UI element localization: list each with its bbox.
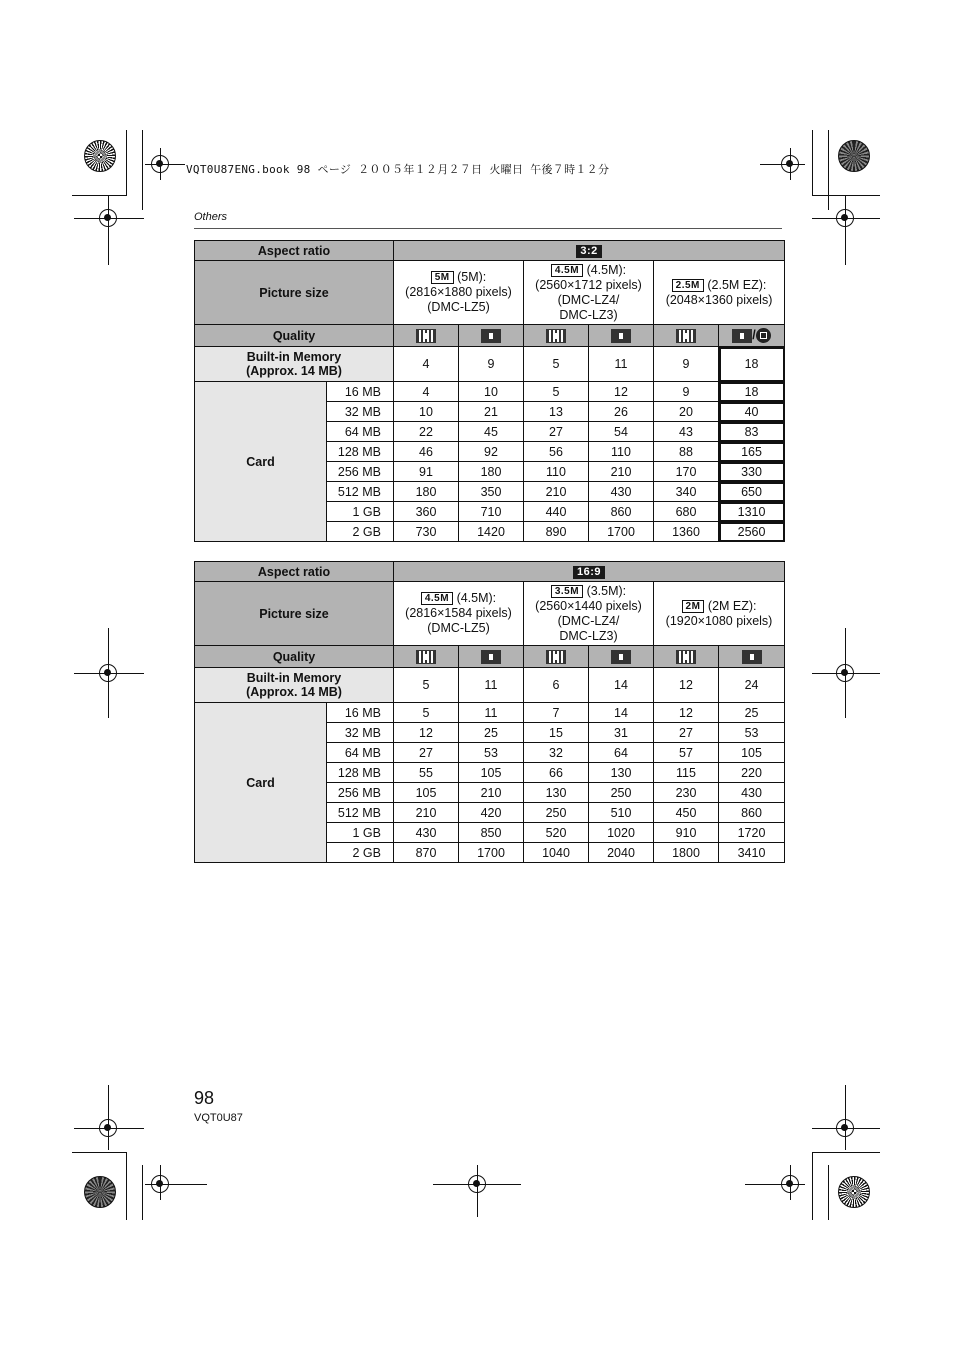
- picture-size-icon: 2M: [682, 600, 705, 613]
- registration-wheel-icon: [838, 1176, 870, 1208]
- quality-fine-icon: [546, 650, 566, 664]
- quality-standard-icon: [481, 650, 501, 664]
- table-cell: 1040: [524, 843, 589, 863]
- crosshair-icon: [836, 1119, 854, 1137]
- quality-label: Quality: [195, 325, 394, 347]
- table-cell: 10: [459, 382, 524, 402]
- table-cell: 40: [719, 402, 785, 422]
- card-size: 1 GB: [327, 502, 394, 522]
- table-cell: 860: [719, 803, 785, 823]
- crosshair-icon: [99, 664, 117, 682]
- table-cell: 24: [719, 668, 785, 703]
- registration-wheel-icon: [84, 1176, 116, 1208]
- table-cell: 3410: [719, 843, 785, 863]
- crosshair-icon: [151, 155, 169, 173]
- crosshair-icon: [781, 155, 799, 173]
- table-cell: 450: [654, 803, 719, 823]
- table-cell: 890: [524, 522, 589, 542]
- table-cell: 210: [394, 803, 459, 823]
- aspect-ratio-value: [394, 562, 785, 582]
- quality-standard-icon: [742, 650, 762, 664]
- table-cell: 430: [394, 823, 459, 843]
- table-cell: 430: [719, 783, 785, 803]
- aspect-ratio-badge: 16:9: [573, 566, 605, 579]
- table-cell: 340: [654, 482, 719, 502]
- table-cell: 105: [459, 763, 524, 783]
- print-header: VQT0U87ENG.book 98 ページ ２００５年１２月２７日 火曜日 午後７時１２分: [186, 163, 610, 176]
- table-cell: 520: [524, 823, 589, 843]
- card-size: 512 MB: [327, 482, 394, 502]
- table-cell: 210: [589, 462, 654, 482]
- table-cell: 53: [719, 723, 785, 743]
- table-cell: 56: [524, 442, 589, 462]
- table-cell: 910: [654, 823, 719, 843]
- card-size: 2 GB: [327, 522, 394, 542]
- table-cell: 83: [719, 422, 785, 442]
- table-cell: 15: [524, 723, 589, 743]
- table-cell: 170: [654, 462, 719, 482]
- crosshair-icon: [836, 664, 854, 682]
- table-cell: 1700: [459, 843, 524, 863]
- table-cell: 650: [719, 482, 785, 502]
- picture-size-icon: 4.5M: [551, 264, 583, 277]
- table-cell: 14: [589, 703, 654, 723]
- picture-size-label: Picture size: [195, 261, 394, 325]
- table-cell: 850: [459, 823, 524, 843]
- table-cell: 27: [524, 422, 589, 442]
- card-size: 32 MB: [327, 723, 394, 743]
- quality-standard-icon: [481, 329, 501, 343]
- table-cell: 230: [654, 783, 719, 803]
- crosshair-icon: [99, 209, 117, 227]
- card-size: 64 MB: [327, 422, 394, 442]
- card-size: 16 MB: [327, 703, 394, 723]
- table-cell: 21: [459, 402, 524, 422]
- quality-fine-icon: [676, 329, 696, 343]
- table-row: [195, 703, 785, 723]
- table-cell: 5: [394, 703, 459, 723]
- table-cell: 13: [524, 402, 589, 422]
- table-cell: 510: [589, 803, 654, 823]
- table-cell: 1720: [719, 823, 785, 843]
- table-cell: 46: [394, 442, 459, 462]
- table-cell: 420: [459, 803, 524, 823]
- table-cell: 1700: [589, 522, 654, 542]
- table-cell: 165: [719, 442, 785, 462]
- table-cell: 64: [589, 743, 654, 763]
- card-size: 64 MB: [327, 743, 394, 763]
- table-cell: 57: [654, 743, 719, 763]
- table-cell: 53: [459, 743, 524, 763]
- table-cell: 350: [459, 482, 524, 502]
- table-cell: 1360: [654, 522, 719, 542]
- table-cell: 7: [524, 703, 589, 723]
- table-cell: 18: [719, 382, 785, 402]
- crosshair-icon: [99, 1119, 117, 1137]
- table-cell: 18: [719, 347, 785, 382]
- card-size: 2 GB: [327, 843, 394, 863]
- table-cell: 105: [719, 743, 785, 763]
- table-cell: 9: [459, 347, 524, 382]
- table-cell: 10: [394, 402, 459, 422]
- section-divider: [194, 228, 782, 229]
- crosshair-icon: [468, 1175, 486, 1193]
- table-cell: 91: [394, 462, 459, 482]
- card-size: 256 MB: [327, 462, 394, 482]
- table-cell: 1800: [654, 843, 719, 863]
- table-cell: 130: [524, 783, 589, 803]
- picture-size-5m: 5M (5M): (2816×1880 pixels) (DMC-LZ5): [394, 261, 524, 325]
- picture-size-3-5m: 3.5M (3.5M): (2560×1440 pixels) (DMC-LZ4/ DMC-LZ3): [524, 582, 654, 646]
- table-cell: 360: [394, 502, 459, 522]
- quality-standard-icon: [611, 329, 631, 343]
- table-cell: 20: [654, 402, 719, 422]
- card-size: 128 MB: [327, 763, 394, 783]
- table-cell: 180: [459, 462, 524, 482]
- builtin-memory-label: Built-in Memory (Approx. 14 MB): [195, 347, 394, 382]
- quality-fine-icon: [676, 650, 696, 664]
- table-cell: 1420: [459, 522, 524, 542]
- table-cell: 105: [394, 783, 459, 803]
- picture-size-icon: 4.5M: [421, 592, 453, 605]
- table-cell: 1020: [589, 823, 654, 843]
- table-cell: 54: [589, 422, 654, 442]
- crosshair-icon: [781, 1175, 799, 1193]
- picture-size-icon: 2.5M: [672, 279, 704, 292]
- table-cell: 210: [459, 783, 524, 803]
- model-code: VQT0U87: [194, 1112, 243, 1124]
- table-cell: 25: [719, 703, 785, 723]
- table-cell: 180: [394, 482, 459, 502]
- picture-size-label: Picture size: [195, 582, 394, 646]
- table-cell: 9: [654, 347, 719, 382]
- table-cell: 115: [654, 763, 719, 783]
- card-size: 128 MB: [327, 442, 394, 462]
- table-cell: 330: [719, 462, 785, 482]
- registration-wheel-icon: [84, 140, 116, 172]
- table-cell: 92: [459, 442, 524, 462]
- table-cell: 730: [394, 522, 459, 542]
- aspect-ratio-badge: 3:2: [576, 245, 601, 258]
- table-cell: 680: [654, 502, 719, 522]
- picture-size-icon: 5M: [431, 271, 454, 284]
- table-cell: 32: [524, 743, 589, 763]
- table-cell: 14: [589, 668, 654, 703]
- table-cell: 440: [524, 502, 589, 522]
- table-cell: 27: [654, 723, 719, 743]
- table-cell: 12: [394, 723, 459, 743]
- quality-label: Quality: [195, 646, 394, 668]
- table-cell: 110: [524, 462, 589, 482]
- quality-standard-icon: [611, 650, 631, 664]
- table-cell: 870: [394, 843, 459, 863]
- section-label: Others: [194, 211, 228, 223]
- picture-size-2m: 2M (2M EZ): (1920×1080 pixels): [654, 582, 785, 646]
- crosshair-icon: [836, 209, 854, 227]
- page-number: 98: [194, 1088, 215, 1108]
- table-cell: 4: [394, 347, 459, 382]
- table-cell: 5: [394, 668, 459, 703]
- card-label: Card: [195, 703, 327, 863]
- table-cell: 6: [524, 668, 589, 703]
- table-cell: 5: [524, 347, 589, 382]
- table-cell: 55: [394, 763, 459, 783]
- table-cell: 12: [654, 668, 719, 703]
- table-cell: 860: [589, 502, 654, 522]
- picture-size-4-5m: 4.5M (4.5M): (2560×1712 pixels) (DMC-LZ4/ DMC-LZ3): [524, 261, 654, 325]
- table-cell: 210: [524, 482, 589, 502]
- table-cell: 12: [589, 382, 654, 402]
- table-cell: 43: [654, 422, 719, 442]
- picture-size-4-5m: 4.5M (4.5M): (2816×1584 pixels) (DMC-LZ5): [394, 582, 524, 646]
- table-cell: 88: [654, 442, 719, 462]
- table-cell: 45: [459, 422, 524, 442]
- table-cell: 22: [394, 422, 459, 442]
- card-size: 1 GB: [327, 823, 394, 843]
- table-cell: 11: [459, 703, 524, 723]
- table-cell: 2560: [719, 522, 785, 542]
- picture-size-2-5m: 2.5M (2.5M EZ): (2048×1360 pixels): [654, 261, 785, 325]
- card-size: 16 MB: [327, 382, 394, 402]
- table-cell: 25: [459, 723, 524, 743]
- table-cell: 4: [394, 382, 459, 402]
- crosshair-icon: [151, 1175, 169, 1193]
- table-cell: 220: [719, 763, 785, 783]
- text-mode-icon: [756, 328, 771, 343]
- table-cell: 31: [589, 723, 654, 743]
- registration-wheel-icon: [838, 140, 870, 172]
- table-cell: 250: [589, 783, 654, 803]
- table-cell: 130: [589, 763, 654, 783]
- card-size: 256 MB: [327, 783, 394, 803]
- card-size: 32 MB: [327, 402, 394, 422]
- table-cell: 430: [589, 482, 654, 502]
- card-size: 512 MB: [327, 803, 394, 823]
- table-cell: 66: [524, 763, 589, 783]
- table-cell: 12: [654, 703, 719, 723]
- table-cell: 11: [589, 347, 654, 382]
- quality-standard-icon: [732, 329, 752, 343]
- card-label: Card: [195, 382, 327, 542]
- picture-size-icon: 3.5M: [551, 585, 583, 598]
- builtin-memory-label: Built-in Memory (Approx. 14 MB): [195, 668, 394, 703]
- table-cell: 5: [524, 382, 589, 402]
- capacity-table-16-9: [194, 561, 785, 863]
- quality-fine-icon: [416, 329, 436, 343]
- table-cell: 110: [589, 442, 654, 462]
- table-cell: 710: [459, 502, 524, 522]
- table-cell: 9: [654, 382, 719, 402]
- table-cell: 26: [589, 402, 654, 422]
- table-cell: 2040: [589, 843, 654, 863]
- quality-fine-icon: [546, 329, 566, 343]
- quality-fine-icon: [416, 650, 436, 664]
- aspect-ratio-label: Aspect ratio: [195, 241, 394, 261]
- table-cell: 1310: [719, 502, 785, 522]
- table-row: [195, 382, 785, 402]
- table-cell: 250: [524, 803, 589, 823]
- aspect-ratio-value: [394, 241, 785, 261]
- table-cell: 11: [459, 668, 524, 703]
- table-cell: 27: [394, 743, 459, 763]
- aspect-ratio-label: Aspect ratio: [195, 562, 394, 582]
- capacity-table-3-2: Aspect ratio 3:2 Picture size 5M (5M): (2816×1880 pixels) (DMC-LZ5) 4.5M (4.5M): (2560×1712 pixels) (DMC-LZ4/ DMC-LZ3) 2.5M (2.5M EZ): (2048×1360 pixels) Quality / Built-in Memory (Approx. 14 MB) 4 9 5 11 9 18 Card 16 MB 4 10 5 12 9 18 32 MB 10 21 13 26 20 40 64 MB 22 45 27 54 43 83 128 MB 46 92 56 110 88 165 256 MB 91 180 110 210 170 330 512 MB 180 350 210 430 340 650 1 GB 360 710 440 860 680 1310 2 GB 730 1420 890 1700 1360 2560: [194, 240, 785, 542]
